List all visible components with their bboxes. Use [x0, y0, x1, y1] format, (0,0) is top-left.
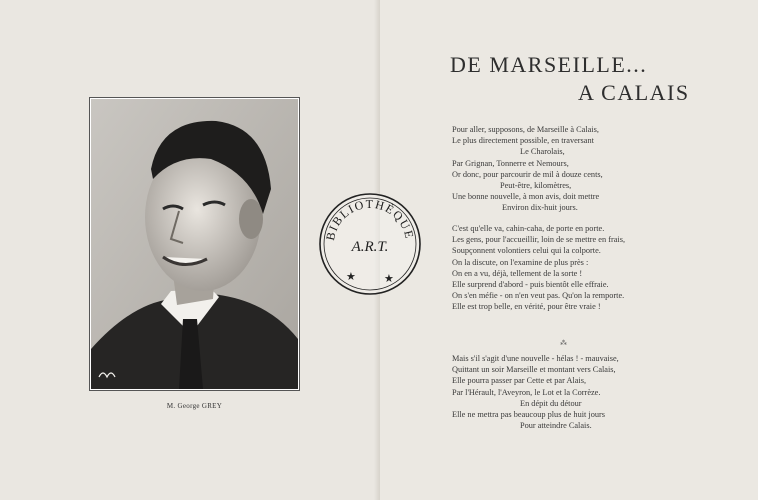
stamp-star-icon: ★ [384, 273, 394, 285]
poem-title-line1: DE MARSEILLE... [450, 52, 648, 77]
stanza-3 [452, 353, 619, 431]
verse-line: Soupçonnent volontiers celui qui la colporte. [452, 246, 601, 256]
verse-line: Or donc, pour parcourir de mil à douze cents, [452, 169, 603, 179]
stanza-1 [452, 124, 603, 214]
portrait-photo [91, 99, 298, 389]
verse-line: Elle est trop belle, en vérité, pour être vraie ! [452, 302, 601, 312]
verse-line: Peut-être, kilomètres, [500, 181, 572, 191]
section-ornament: ⁂ [560, 339, 567, 347]
stamp-ring-text: BIBLIOTHÈQUE [323, 196, 417, 242]
portrait-frame [89, 97, 300, 391]
stamp-center-text: A.R.T. [351, 239, 389, 255]
verse-line: On en a vu, déjà, tellement de la sorte ! [452, 268, 583, 278]
verse-line: Elle ne mettra pas beaucoup plus de huit jours [452, 410, 605, 420]
verse-line: Par l'Hérault, l'Aveyron, le Lot et la Corrèze. [452, 387, 601, 397]
portrait-caption: M. George GREY [166, 402, 223, 410]
verse-line: Quittant un soir Marseille et montant vers Calais, [452, 365, 616, 375]
verse-line: Les gens, pour l'accueillir, loin de se mettre en frais, [452, 235, 626, 245]
verse-line: Mais s'il s'agit d'une nouvelle - hélas ! - mauvaise, [452, 354, 619, 363]
verse-line: C'est qu'elle va, cahin-caha, de porte en porte. [452, 224, 605, 233]
verse-line: Le Charolais, [520, 147, 565, 157]
stanza-2 [452, 223, 625, 313]
verse-line: Elle pourra passer par Cette et par Alais, [452, 376, 587, 386]
verse-line: Le plus directement possible, en traversant [452, 136, 594, 146]
verse-line: Par Grignan, Tonnerre et Nemours, [452, 158, 569, 168]
library-stamp [316, 190, 424, 298]
verse-line: En dépit du détour [520, 398, 582, 408]
verse-line: Environ dix-huit jours. [502, 203, 578, 213]
verse-line: On s'en méfie - on n'en veut pas. Qu'on la remporte. [452, 291, 625, 301]
stamp-star-icon: ★ [346, 271, 356, 283]
verse-line: On la discute, on l'examine de plus près : [452, 257, 589, 267]
verse-line: Pour atteindre Calais. [520, 421, 592, 431]
verse-line: Pour aller, supposons, de Marseille à Calais, [452, 125, 599, 134]
verse-line: Elle surprend d'abord - puis bientôt elle effraie. [452, 280, 609, 290]
verse-line: Une bonne nouvelle, à mon avis, doit mettre [452, 192, 600, 202]
poem-title-line2: A CALAIS [578, 80, 690, 105]
